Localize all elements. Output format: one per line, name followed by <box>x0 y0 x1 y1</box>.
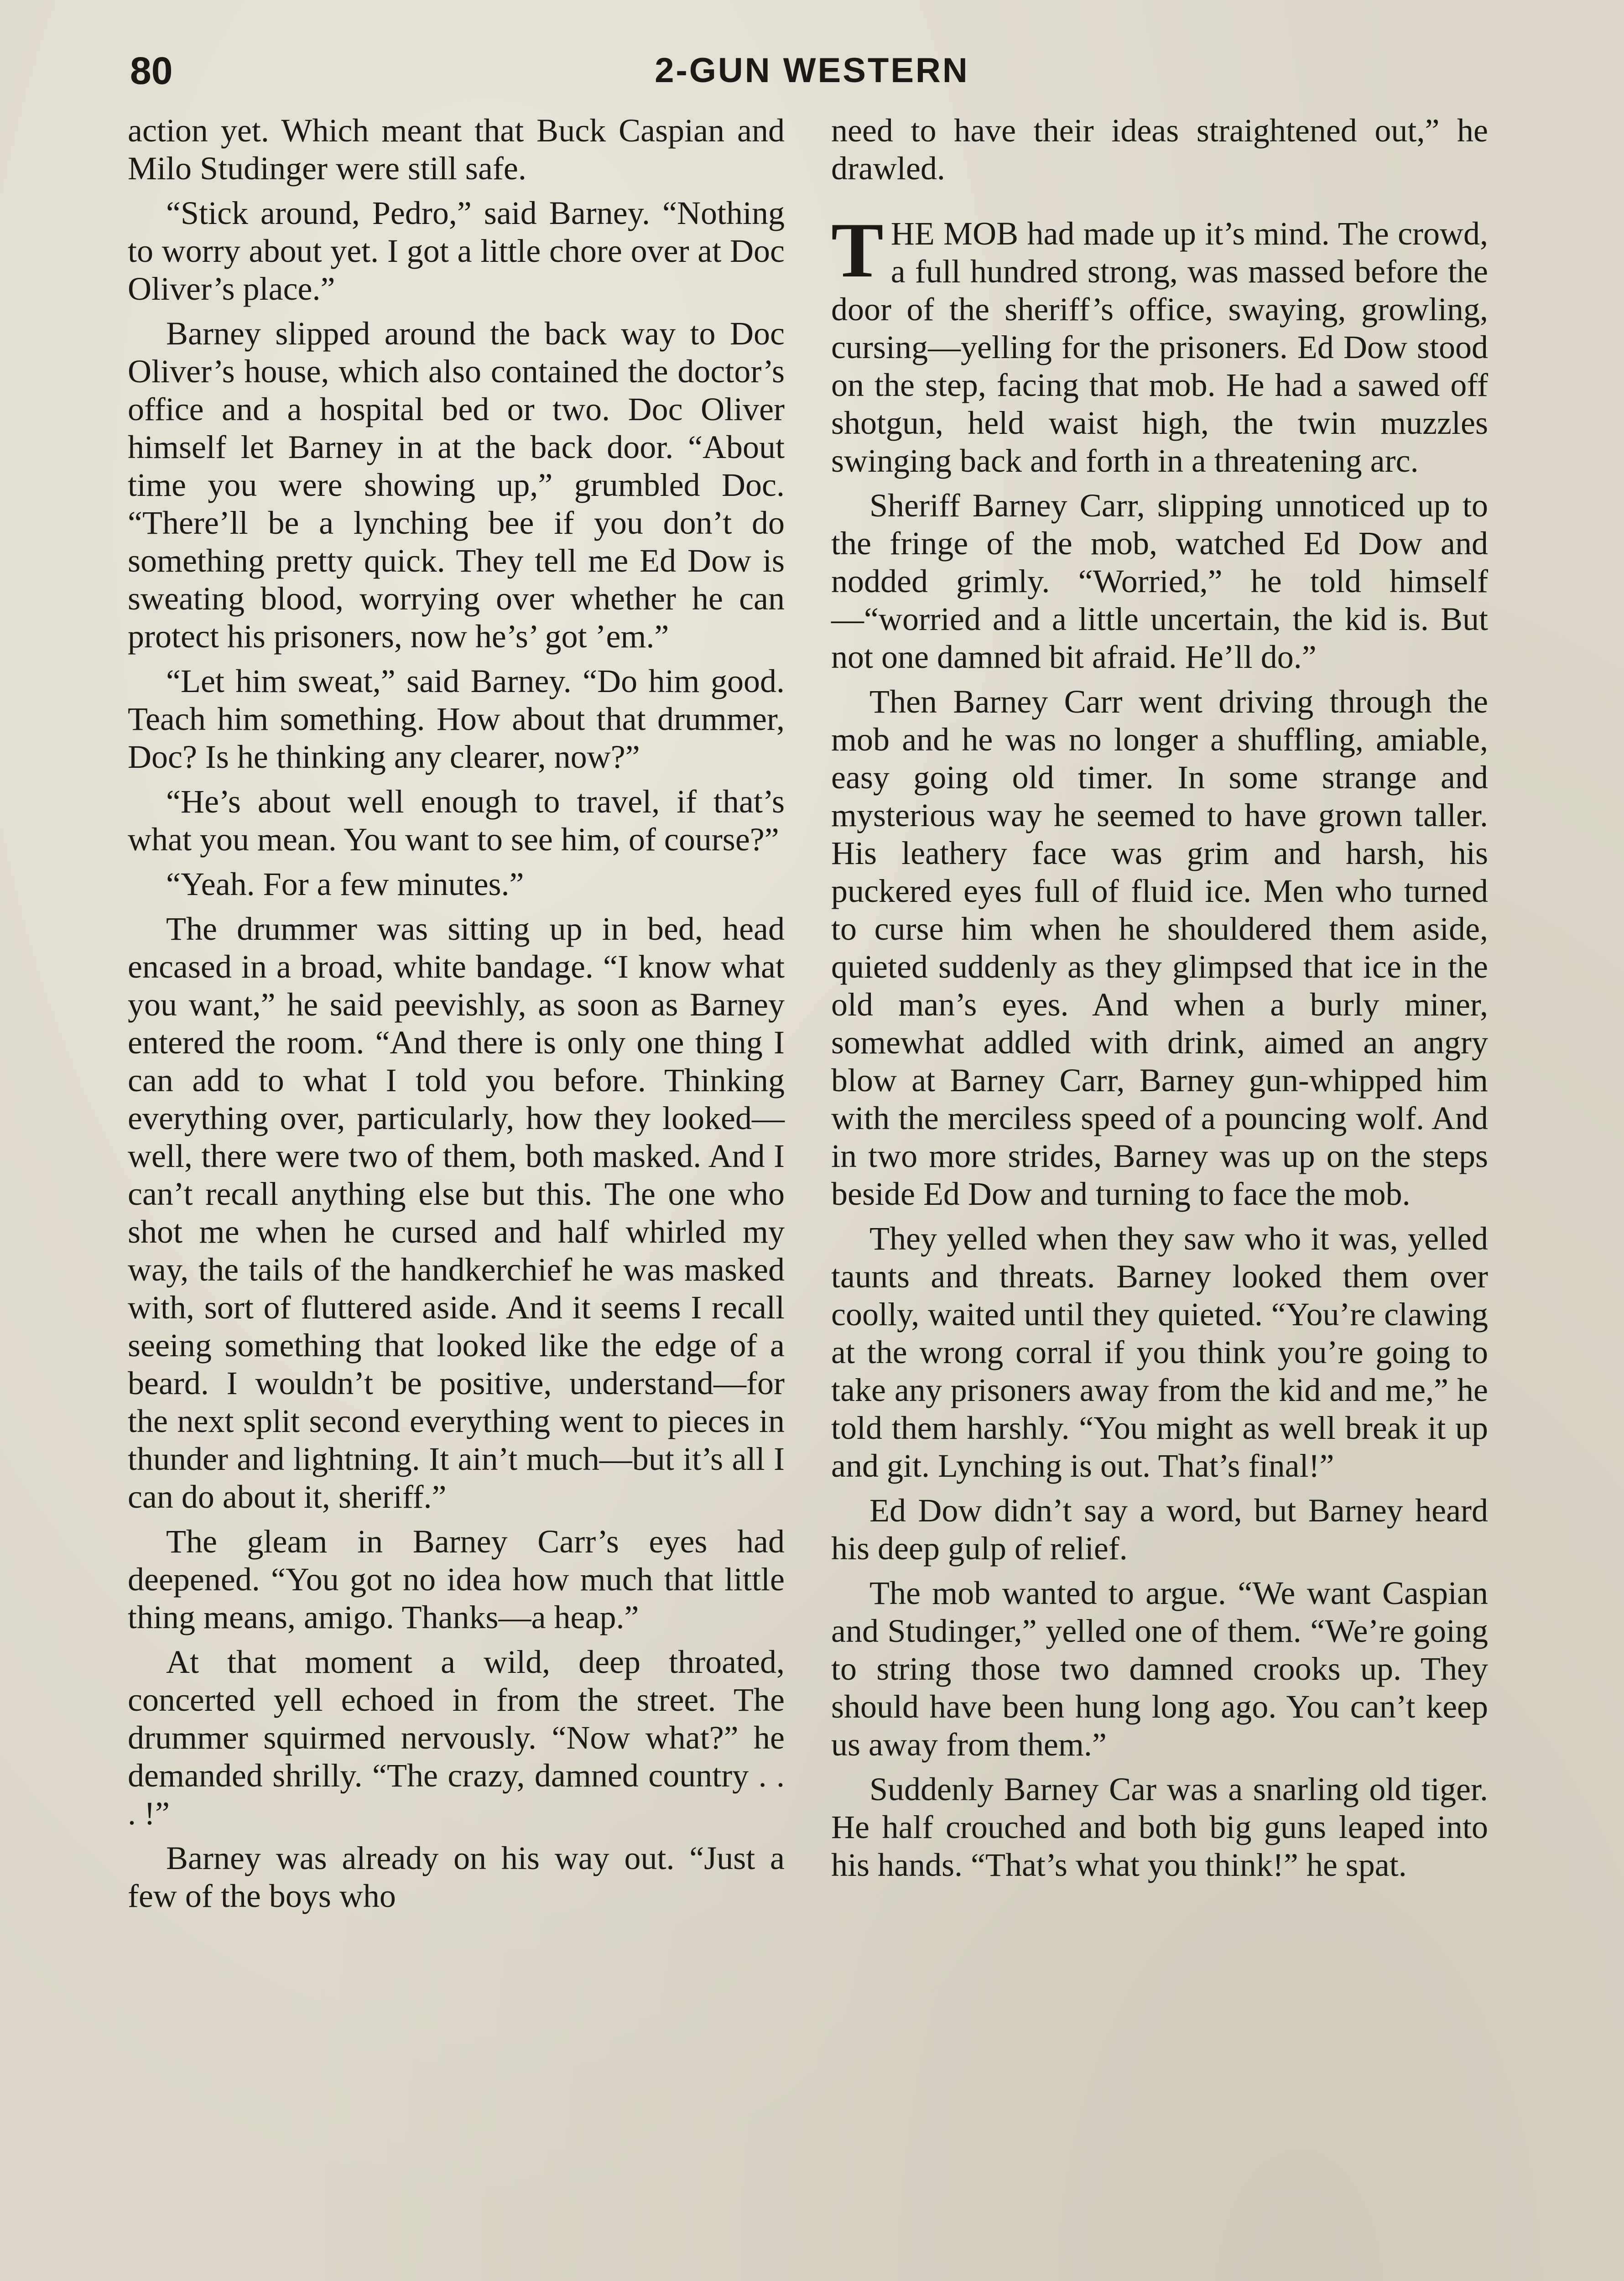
paragraph: They yelled when they saw who it was, yelled taunts and threats. Barney looked them over coolly, waited until they quieted. “You’re clawing at the wrong corral if you think you’re going to take any prisoners away from the kid and me,” he told them harshly. “You might as well break it up and git. Lynching is out. That’s final!” <box>831 1220 1488 1484</box>
paragraph: “Let him sweat,” said Barney. “Do him good. Teach him something. How about that drummer, Doc? Is he thinking any clearer, now?” <box>128 663 785 775</box>
paragraph: Sheriff Barney Carr, slipping unnoticed up to the fringe of the mob, watched Ed Dow and nodded grimly. “Worried,” he told himself—“worried and a little uncertain, the kid is. But not one damned bit afraid. He’ll do.” <box>831 487 1488 675</box>
left-column <box>128 112 785 1922</box>
paragraph: Barney was already on his way out. “Just a few of the boys who <box>128 1840 785 1914</box>
section-opening-paragraph <box>831 207 1488 480</box>
paragraph: “He’s about well enough to travel, if that’s what you mean. You want to see him, of course?” <box>128 783 785 858</box>
magazine-title: 2-GUN WESTERN <box>655 51 969 90</box>
paragraph: Ed Dow didn’t say a word, but Barney heard his deep gulp of relief. <box>831 1492 1488 1567</box>
paragraph: Barney slipped around the back way to Doc Oliver’s house, which also contained the doctor’s office and a hospital bed or two. Doc Oliver himself let Barney in at the back door. “About time you were showing up,” grumbled Doc. “There’ll be a lynching bee if you don’t do something pretty quick. They tell me Ed Dow is sweating blood, worrying over whether he can protect his prisoners, now he’s’ got ’em.” <box>128 315 785 655</box>
paragraph: The drummer was sitting up in bed, head encased in a broad, white bandage. “I know what you want,” he said peevishly, as soon as Barney entered the room. “And there is only one thing I can add to what I told you before. Thinking everything over, particularly, how they looked—well, there were two of them, both masked. And I can’t recall anything else but this. The one who shot me when he cursed and half whirled my way, the tails of the handkerchief he was masked with, sort of fluttered aside. And it seems I recall seeing something that looked like the edge of a beard. I wouldn’t be positive, understand—for the next split second everything went to pieces in thunder and lightning. It ain’t much—but it’s all I can do about it, sheriff.” <box>128 911 785 1515</box>
paragraph: need to have their ideas straightened out,” he drawled. <box>831 112 1488 187</box>
drop-cap-text: HE MOB had made up it’s mind. The crowd, a full hundred strong, was massed before the door of the sheriff’s office, swaying, growling, cursing—yelling for the prisoners. Ed Dow stood on the step, facing that mob. He had a sawed off shotgun, held waist high, the twin muzzles swinging back and forth in a threatening arc. <box>831 215 1488 479</box>
drop-cap: T <box>831 207 884 294</box>
page-number: 80 <box>130 49 173 92</box>
paragraph: “Stick around, Pedro,” said Barney. “Nothing to worry about yet. I got a little chore over at Doc Oliver’s place.” <box>128 195 785 307</box>
paragraph: action yet. Which meant that Buck Caspian and Milo Studinger were still safe. <box>128 112 785 187</box>
paragraph: At that moment a wild, deep throated, concerted yell echoed in from the street. The drummer squirmed nervously. “Now what?” he demanded shrilly. “The crazy, damned country . . . !” <box>128 1644 785 1832</box>
paragraph: The mob wanted to argue. “We want Caspian and Studinger,” yelled one of them. “We’re going to string those two damned crooks up. They should have been hung long ago. You can’t keep us away from them.” <box>831 1575 1488 1763</box>
right-column <box>831 112 1488 1891</box>
paragraph: Then Barney Carr went driving through the mob and he was no longer a shuffling, amiable, easy going old timer. In some strange and mysterious way he seemed to have grown taller. His leathery face was grim and harsh, his puckered eyes full of fluid ice. Men who turned to curse him when he shouldered them aside, quieted suddenly as they glimpsed that ice in the old man’s eyes. And when a burly miner, somewhat addled with drink, aimed an angry blow at Barney Carr, Barney gun-whipped him with the merciless speed of a pouncing wolf. And in two more strides, Barney was up on the steps beside Ed Dow and turning to face the mob. <box>831 683 1488 1212</box>
running-head <box>0 43 1624 98</box>
paragraph: “Yeah. For a few minutes.” <box>166 866 524 902</box>
paragraph: The gleam in Barney Carr’s eyes had deepened. “You got no idea how much that little thing means, amigo. Thanks—a heap.” <box>128 1523 785 1635</box>
paragraph: Suddenly Barney Car was a snarling old tiger. He half crouched and both big guns leaped into his hands. “That’s what you think!” he spat. <box>831 1771 1488 1883</box>
